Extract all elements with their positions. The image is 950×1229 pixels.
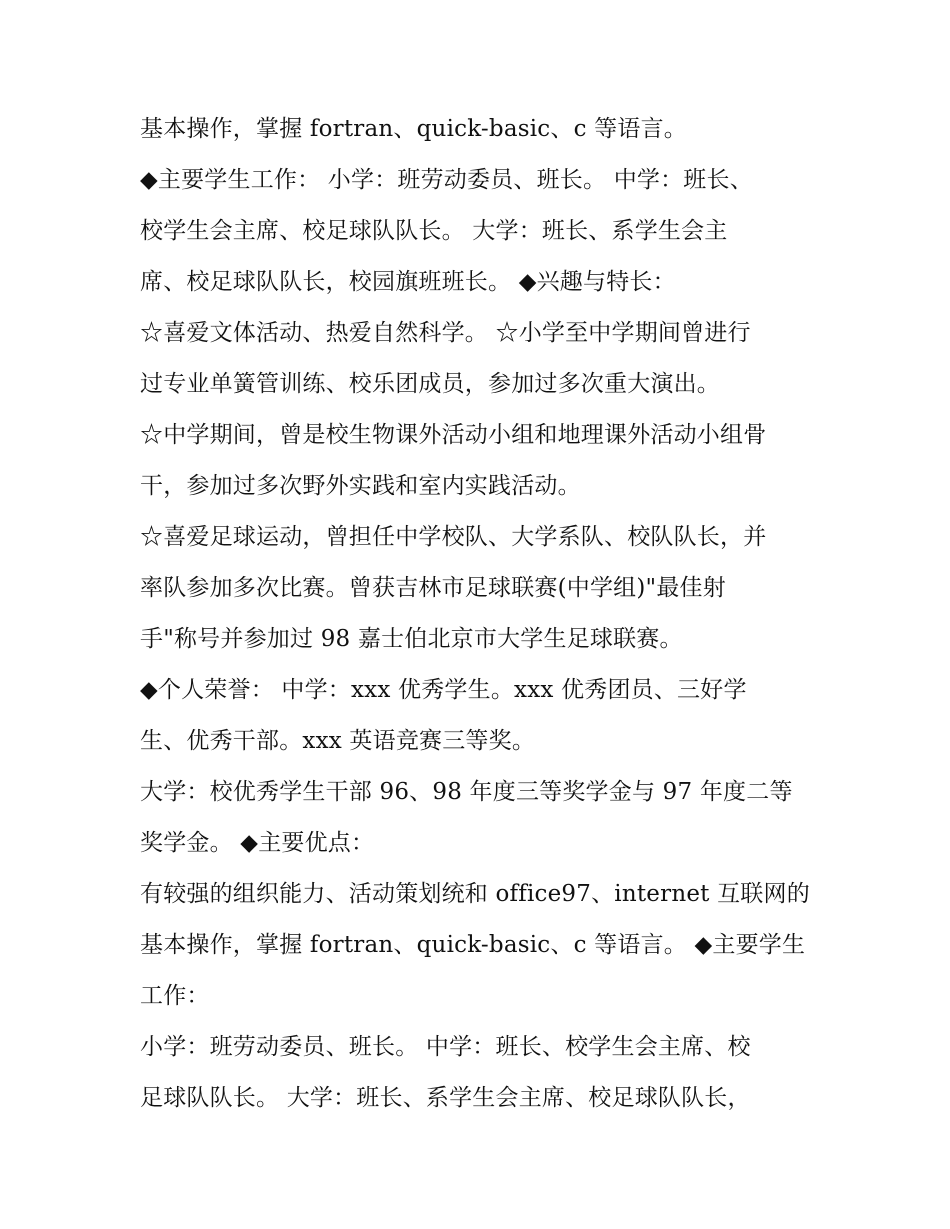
text-line: ☆中学期间，曾是校生物课外活动小组和地理课外活动小组骨 — [140, 422, 767, 448]
text-line: 基本操作，掌握 fortran、quick-basic、c 等语言。 — [140, 116, 687, 142]
text-line: ☆喜爱足球运动，曾担任中学校队、大学系队、校队队长，并 — [140, 524, 767, 550]
text-line: 席、校足球队队长，校园旗班班长。 ◆兴趣与特长： — [140, 269, 676, 295]
document-body — [140, 104, 830, 1124]
text-line: 手"称号并参加过 98 嘉士伯北京市大学生足球联赛。 — [140, 626, 683, 652]
text-line: 干，参加过多次野外实践和室内实践活动。 — [140, 473, 581, 499]
text-line: 基本操作，掌握 fortran、quick-basic、c 等语言。 ◆主要学生 — [140, 932, 806, 958]
text-line: ☆喜爱文体活动、热爱自然科学。 ☆小学至中学期间曾进行 — [140, 320, 751, 346]
text-line: 小学：班劳动委员、班长。 中学：班长、校学生会主席、校 — [140, 1034, 751, 1060]
text-line: 率队参加多次比赛。曾获吉林市足球联赛(中学组)"最佳射 — [140, 575, 726, 601]
text-line: 足球队队长。 大学：班长、系学生会主席、校足球队队长， — [140, 1085, 751, 1111]
text-line: 过专业单簧管训练、校乐团成员，参加过多次重大演出。 — [140, 371, 720, 397]
text-line: 校学生会主席、校足球队队长。 大学：班长、系学生会主 — [140, 218, 728, 244]
text-line: 奖学金。 ◆主要优点： — [140, 830, 375, 856]
text-line: 生、优秀干部。xxx 英语竞赛三等奖。 — [140, 728, 536, 754]
text-line: 工作： — [140, 983, 210, 1009]
text-line: 有较强的组织能力、活动策划统和 office97、internet 互联网的 — [140, 881, 810, 907]
text-line: 大学：校优秀学生干部 96、98 年度三等奖学金与 97 年度二等 — [140, 779, 793, 805]
text-line: ◆主要学生工作： 小学：班劳动委员、班长。 中学：班长、 — [140, 167, 753, 193]
text-line: ◆个人荣誉： 中学：xxx 优秀学生。xxx 优秀团员、三好学 — [140, 677, 747, 703]
